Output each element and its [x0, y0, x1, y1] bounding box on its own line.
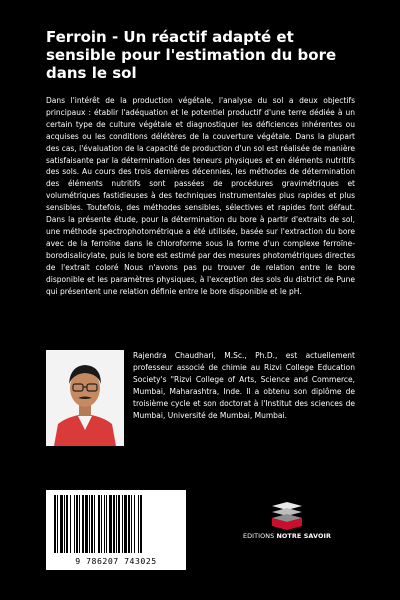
book-title: Ferroin - Un réactif adapté et sensible pour l'estimation du bore dans le sol	[46, 28, 337, 82]
author-bio: Rajendra Chaudhari, M.Sc., Ph.D., est actuellement professeur associé de chimie au Rizvi College Education Society's "Rizvi College of Arts, Science and Commerce, Mumbai, Maharashtra, Inde. Il a obtenu son diplôme de troisième cycle et son doctorat à l'Institut des sciences de Mumbai, Université de Mumbai, Mumbai.	[133, 351, 355, 420]
publisher-logo	[222, 500, 352, 555]
isbn-number: 9 786207 743025	[75, 556, 157, 566]
publisher-name: EDITIONS NOTRE SAVOIR	[243, 532, 331, 540]
author-portrait-image	[46, 350, 124, 446]
isbn-barcode	[46, 490, 186, 570]
book-abstract: Dans l'intérêt de la production végétale, l'analyse du sol a deux objectifs principaux : établir l'adéquation et le potentiel productif d'une terre dédiée à un certain type de culture végétale et diagnostiquer les déficiences inhérentes ou acquises ou les conditions délétères de la couverture végétale. Dans la plupart des cas, l'évaluation de la capacité de production d'un sol est réalisée de manière satisfaisante par la détermination des teneurs physiques et en éléments nutritifs des sols. Au cours des trois dernières décennies, les méthodes de détermination des éléments nutritifs sont passées de procédures gravimétriques et volumétriques fastidieuses à des techniques instrumentales plus rapides et plus sensibles. Toutefois, des méthodes sensibles, sélectives et rapides font défaut. Dans la présente étude, pour la détermination du bore à partir d'extraits de sol, une méthode spectrophotométrique a été utilisée, basée sur l'extraction du bore avec de la ferroïne dans le chloroforme sous la forme d'un complexe ferroïne-borodisalicylate, puis le bore est estimé par des mesures photométriques directes de l'extrait coloré Nous n'avons pas pu trouver de relation entre le bore disponible et les paramètres physiques, à l'exception des sols du district de Pune qui présentent une relation définie entre le bore disponible et le pH.	[46, 96, 355, 296]
author-photo	[46, 350, 124, 446]
stacked-books-icon	[270, 500, 304, 530]
barcode-bars	[54, 495, 178, 553]
